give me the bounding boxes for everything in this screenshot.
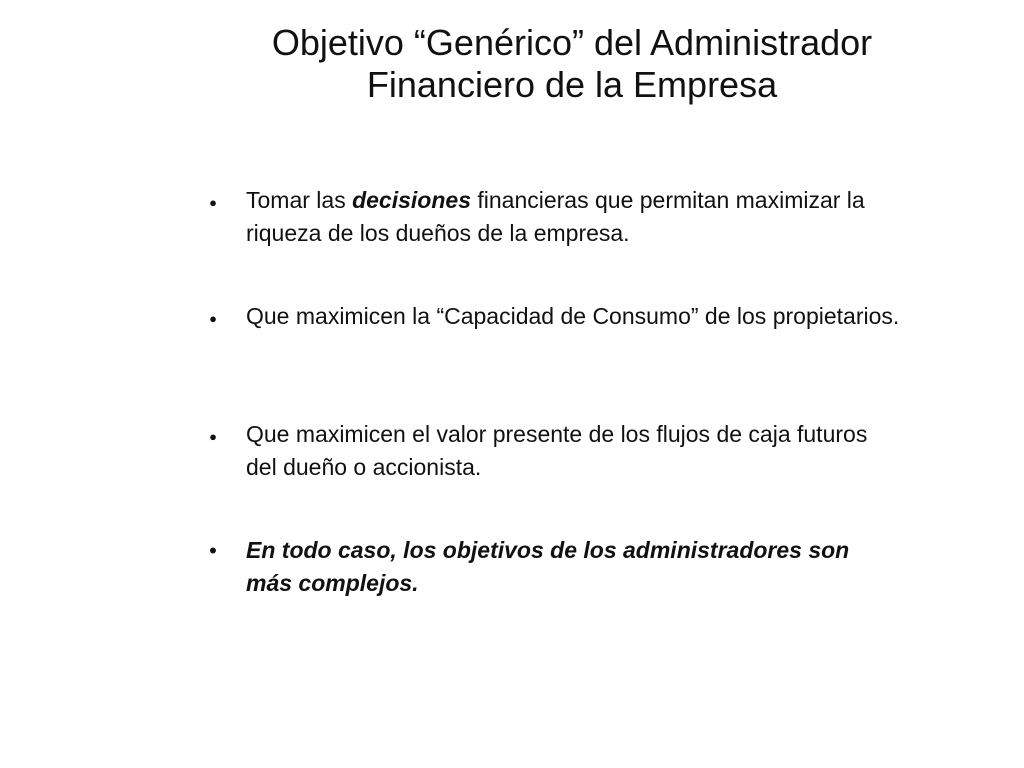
bullet-item-capacidad-consumo (200, 300, 900, 333)
bullet-item-decisiones (200, 184, 900, 250)
bullet-dot-icon: ● (209, 195, 217, 210)
slide-title (200, 22, 944, 106)
bullet-item-valor-presente (200, 418, 900, 484)
bullet-text-before: Tomar las (246, 187, 353, 213)
bullet-text-after: financieras que permitan maximizar la riqueza de los dueños de la empresa. (246, 187, 865, 246)
bullet-round-icon: • (209, 538, 217, 563)
slide-title-line-1: Objetivo “Genérico” del Administrador (271, 22, 873, 63)
bullet-text: Que maximicen el valor presente de los flujos de caja futuros del dueño o accionista. (246, 421, 868, 480)
bullet-item-en-todo-caso (200, 534, 900, 600)
bullet-text-emphasis: decisiones (352, 187, 471, 213)
bullet-text: En todo caso, los objetivos de los administradores son más complejos. (246, 537, 850, 596)
slide-title-line-2: Financiero de la Empresa (366, 64, 778, 105)
bullet-dot-icon: ● (209, 429, 217, 444)
bullet-text (246, 184, 900, 250)
bullet-text: Que maximicen la “Capacidad de Consumo” de los propietarios. (246, 303, 900, 329)
bullet-dot-icon: ● (209, 311, 217, 326)
